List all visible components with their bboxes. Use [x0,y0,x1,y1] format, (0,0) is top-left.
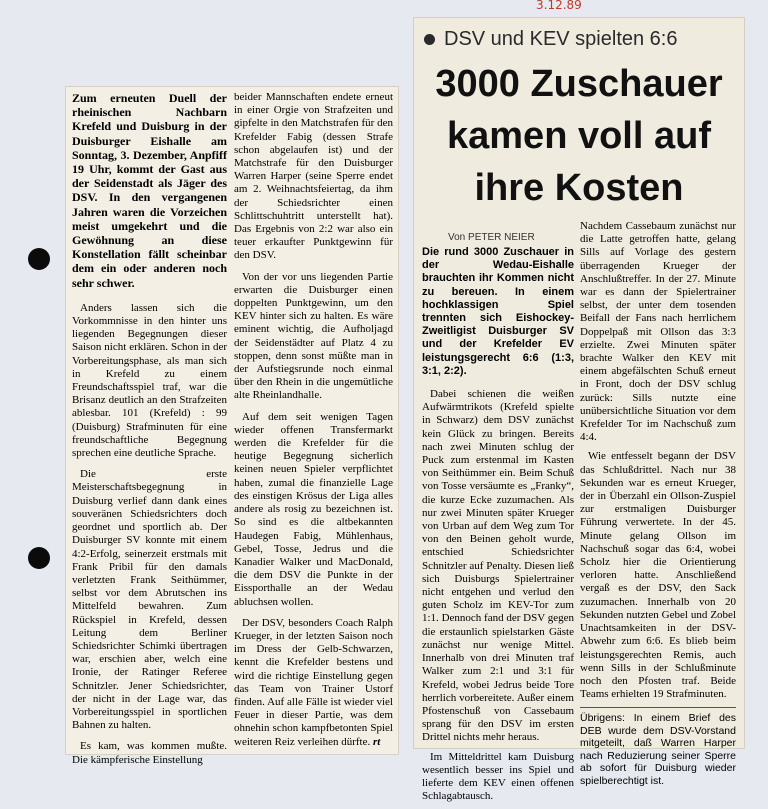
right-clipping [414,18,744,803]
left-paragraph-7: Der DSV, besonders Coach Ralph Krueger, in der letzten Saison noch im Dress der Gelb-Schwarzen, kennt die Krefelder bestens und wird die richtige Einstellung gegen das Team von Trainer Ustorf finden. Auf alle Fälle ist wieder viel Feuer in dieser Partie, was dem ohnehin schon kampfbetonten Spiel weiteren Reiz verleihen dürfte. rt [234,616,393,748]
right-column-1 [422,246,574,809]
headline: 3000 Zuschauer kamen voll auf ihre Kosten [435,63,723,209]
left-column-2 [234,91,393,757]
right-paragraph-2: Im Mitteldrittel kam Duisburg wesentlich besser ins Spiel und lieferte dem KEV einen offenen Schlagabtausch. [422,750,574,803]
bullet-icon [424,34,435,45]
left-paragraph-4: beider Mannschaften endete erneut in einer Orgie von Strafzeiten und gipfelte in den Matchstrafen für den Krefelder Fabig (dessen Strafe schon abgelaufen ist) und der Matchstrafe für den Duisburger Warren Harper (seine Sperre endet am 2. Weihnachtsfeiertag, da ihm der Schiedsrichter einen Schlittschuhtritt unterstellt hat). Das Ergebnis von 2:2 war also ein teuer erkaufter Punktgewinn für den DSV. [234,91,393,262]
left-lead: Zum erneuten Duell der rheinischen Nachbarn Krefeld und Duisburg in der Duisburger Eishalle am Sonntag, 3. Dezember, Anpfiff 19 Uhr, kommt der Gast aus der Seidenstadt als Jäger des DSV. In den vergangenen Jahren waren die Vorzeichen meist umgekehrt und die Gewöhnung an diese Konstellation fällt scheinbar dem ein oder anderen noch sehr schwer. [72,91,227,290]
left-clipping [66,87,398,766]
punch-hole-bottom [28,547,50,569]
right-paragraph-4: Wie entfesselt begann der DSV das Schlußdrittel. Nach nur 38 Sekunden war es erneut Krueger, der in Überzahl ein Ollson-Zuspiel zur erstmaligen Duisburger Führung verwertete. In der 45. Minute gelang Ollson im Nachschuß sogar das 6:4, wobei Scholz hier die Orientierung verloren hatte. Anschließend vergaß es der DSV, den Sack zuzumachen. Innerhalb von 20 Sekunden nutzten Gebel und Zobel Unachtsamkeiten in der DSV-Abwehr zum 6:6. Es blieb beim leistungsgerechten Remis, auch wenn Sills in der Schlußminute noch den Pfosten traf. Beide Teams erhielten 19 Strafminuten. [580,450,736,701]
divider [580,707,736,708]
right-column-2 [580,220,736,787]
left-paragraph-5: Von der vor uns liegenden Partie erwarten die Duisburger einen doppelten Punktgewinn, um den KEV hinter sich zu halten. Es wäre eminent wichtig, die Aufholjagd der Seidenstädter auf Platz 4 zu stoppen, denn sonst müßte man in der Aufstiegsrunde noch einmal über den Rhein in die ungemütliche alte Rheinlandhalle. [234,270,393,402]
author-signature: rt [372,735,381,748]
left-paragraph-6: Auf dem seit wenigen Tagen wieder offenen Transfermarkt werden die Krefelder für die heutige Begegnung sicherlich keinen neuen Spieler verpflichtet haben, zumal die finanzielle Lage des einstigen Krösus der Liga alles andere als rosig zu bezeichnen ist. So sind es die altbekannten Haudegen Fabig, Mühlenhaus, Gebel, Tosse, Jedrus und die Kanadier Walker und MacDonald, die dem DSV die Punkte in der Eissporthalle an der Wedau abluchsen wollen. [234,410,393,608]
left-paragraph-1: Anders lassen sich die Vorkommnisse in den hinter uns liegenden Begegnungen dieser Saison nicht erklären. Schon in der Vorbereitungsphase, als man sich in Krefeld zu einem Freundschaftsspiel traf, war die Brisanz deutlich an den Strafzeiten ablesbar. 101 (Krefeld) : 99 (Duisburg) Strafminuten für eine freundschaftliche Begegnung sprechen eine deutliche Sprache. [72,301,227,460]
right-lead: Die rund 3000 Zuschauer in der Wedau-Eishalle brauchten ihr Kommen nicht zu bereuen. In einem hochklassigen Spiel trennten sich Eishockey-Zweitligist Duisburger SV und der Krefelder EV leistungsgerecht 6:6 (1:3, 3:1, 2:2). [422,246,574,377]
left-paragraph-2: Die erste Meisterschaftsbegegnung in Duisburg verlief dann dank eines souveränen Schiedsrichters doch geordnet und sportlich ab. Der Duisburger SV konnte mit einem 4:2-Erfolg, seinerzeit erstmals mit Frank Pribil für den damals verletzten Frank Seithümmer, selbst vor dem Abrutschen ins Mittelfeld bewahren. Zum Rückspiel in Krefeld, dessen Leitung dem Berliner Schiedsrichter Schimki übertragen war, erschien aber, welch eine Ironie, der Ratinger Referee Schnitzler. Jener Schiedsrichter, der nicht in der Lage war, das Vorbereitungsspiel in sportlichen Bahnen zu halten. [72,468,227,732]
left-paragraph-3: Es kam, was kommen mußte. Die kämpferische Einstellung [72,740,227,766]
right-footnote: Übrigens: In einem Brief des DEB wurde dem DSV-Vorstand mitgeteilt, daß Warren Harper nach Reduzierung seiner Sperre ab sofort für Duisburg wieder spielberechtigt ist. [580,712,736,787]
byline: Von PETER NEIER [448,232,535,243]
handwritten-date: 3.12.89 [536,0,582,12]
right-paragraph-1: Dabei schienen die weißen Aufwärmtrikots (Krefeld spielte in Schwarz) dem DSV zunächst kein Glück zu bringen. Bereits nach zwei Minuten schlug der Puck zum erstenmal im Kasten von Seithümmer ein. Beim Schuß von Tosse versäumte es „Franky“, die kurze Ecke zuzumachen. Als nur zwei Minuten später Krueger von Urban auf dem Weg zum Tor von den Beinen geholt wurde, entschied Schiedsrichter Schnitzler auf Penalty. Diesen ließ sich Duisburgs Spielertrainer nicht entgehen und verlud den guten Scholz im KEV-Tor zum 1:1. Dennoch fand der DSV gegen die erstaunlich spielstarken Gäste zunächst nur wenige Mittel. Innerhalb von drei Minuten traf Walker zum 2:1 und 3:1 für Krefeld, wobei Jedrus beide Tore herrlich vorbereitete. Außer einem Pfostenschuß von Cassebaum sprang für den DSV im ersten Drittel nichts mehr heraus. [422,388,574,744]
left-column-1 [72,91,227,775]
kicker [424,28,677,51]
right-paragraph-3: Nachdem Cassebaum zunächst nur die Latte getroffen hatte, gelang Sills auf Vorlage des gestern überragenden Krueger der Anschlußtreffer. In der 27. Minute war es dann der Spielertrainer selbst, der unter dem tosenden Beifall der Fans nach herrlichem Doppelpaß mit Ollson das 3:3 erzielte. Zwei Minuten später brachte Walker den KEV mit einem abgefälschten Schuß erneut in Front, doch der DSV schlug zurück: Sills nutzte eine unübersichtliche Situation vor dem Krefelder Tor im Nachschuß zum 4:4. [580,220,736,444]
punch-hole-top [28,248,50,270]
kicker-text: DSV und KEV spielten 6:6 [444,28,678,50]
